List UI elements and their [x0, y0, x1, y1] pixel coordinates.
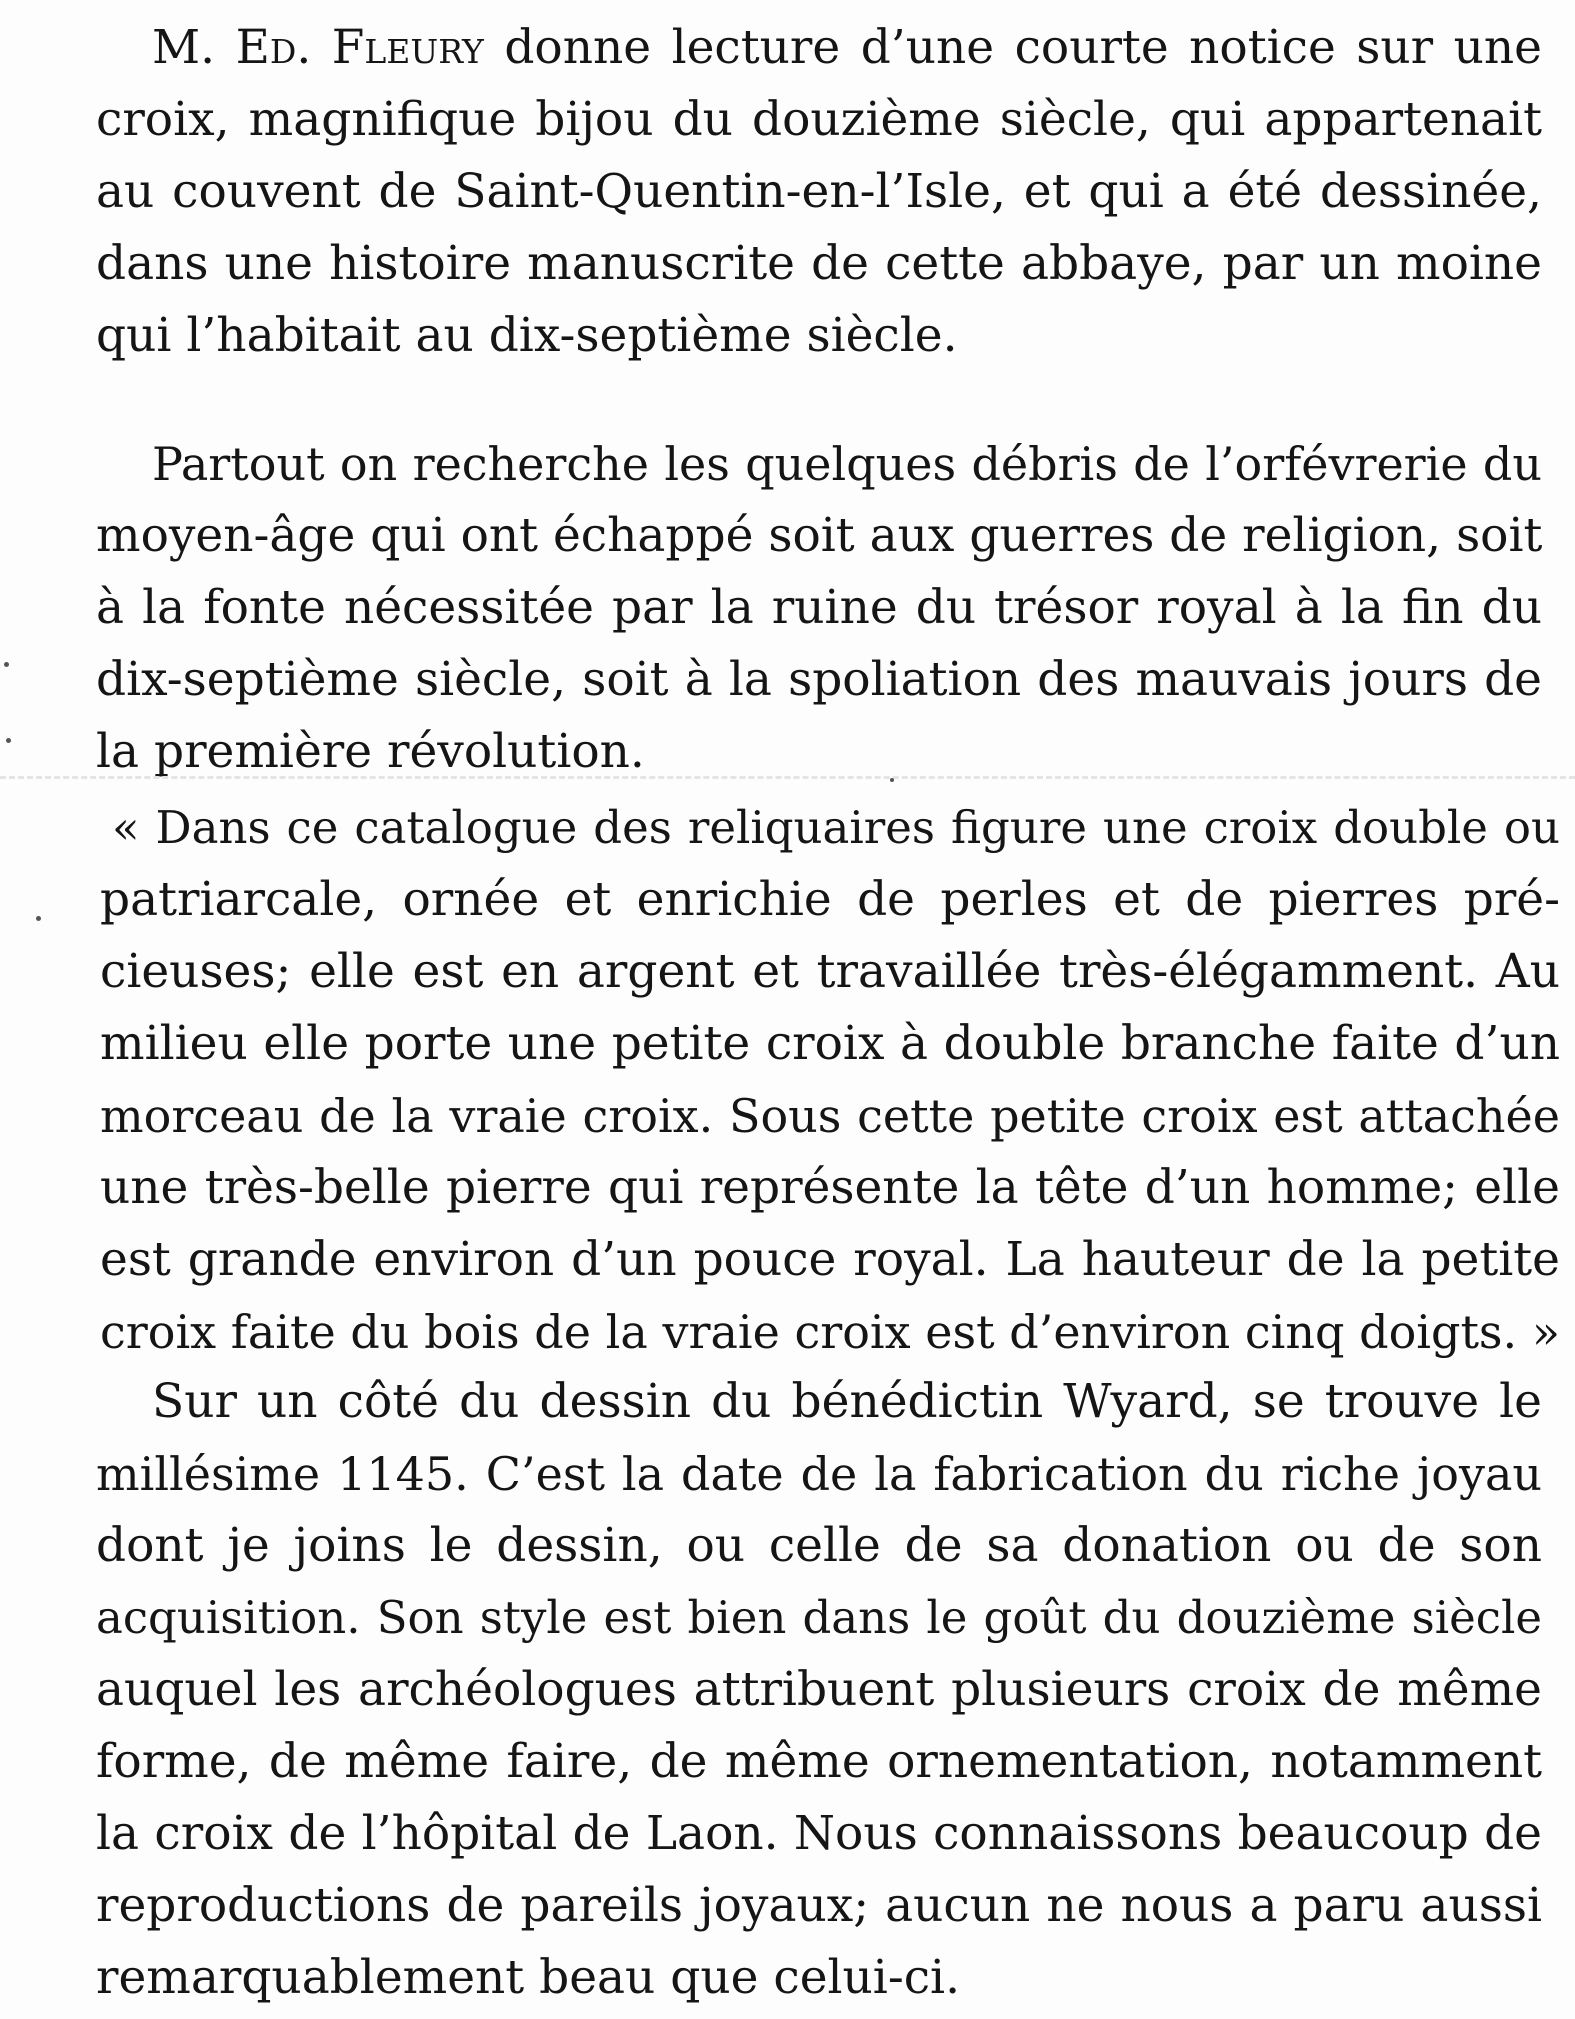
text-line: morceau de la vraie croix. Sous cette petite croix est attachée — [100, 1089, 1560, 1143]
paragraph-fleury-notice — [96, 12, 1542, 372]
paragraph-catalogue-quote — [100, 792, 1560, 1368]
text-line: dix-septième siècle, soit à la spoliation des mauvais jours de — [96, 652, 1542, 707]
text-line: moyen-âge qui ont échappé soit aux guerres de religion, soit — [96, 508, 1543, 563]
text-line: est grande environ d’un pouce royal. La hauteur de la petite — [100, 1232, 1560, 1287]
text-line: au couvent de Saint-Quentin-en-l’Isle, et qui a été dessinée, — [96, 164, 1542, 219]
paragraph-wyard-drawing — [96, 1366, 1542, 2014]
text-line: la première révolution. — [96, 724, 645, 779]
scan-speck — [36, 916, 41, 921]
scan-speck — [4, 662, 9, 667]
scan-speck — [890, 778, 894, 782]
text-line: une très-belle pierre qui représente la tête d’un homme; elle — [100, 1160, 1560, 1215]
text-line: cieuses; elle est en argent et travaillée très-élégamment. Au — [100, 944, 1560, 999]
text-line: croix, magnifique bijou du douzième siècle, qui appartenait — [96, 92, 1542, 147]
text-line: la croix de l’hôpital de Laon. Nous connaissons beaucoup de — [96, 1806, 1542, 1861]
author-name: M. Ed. Fleury — [152, 20, 484, 75]
text-line: dont je joins le dessin, ou celle de sa donation ou de son — [96, 1518, 1542, 1573]
text-line: reproductions de pareils joyaux; aucun ne nous a paru aussi — [96, 1878, 1542, 1933]
scan-divider — [0, 776, 1575, 779]
text-line: milieu elle porte une petite croix à double branche faite d’un — [100, 1016, 1560, 1071]
text-line: dans une histoire manuscrite de cette abbaye, par un moine — [96, 236, 1542, 291]
text-line: acquisition. Son style est bien dans le goût du douzième siècle — [96, 1591, 1542, 1644]
text-line: patriarcale, ornée et enrichie de perles et de pierres pré- — [100, 872, 1560, 927]
text-line: remarquablement beau que celui-ci. — [96, 1950, 961, 2005]
text-line: croix faite du bois de la vraie croix est d’environ cinq doigts. » — [100, 1305, 1560, 1359]
text-line: Partout on recherche les quelques débris de l’orfévrerie du — [152, 437, 1542, 491]
text-line: auquel les archéologues attribuent plusieurs croix de même — [96, 1662, 1542, 1717]
text-line: qui l’habitait au dix-septième siècle. — [96, 308, 958, 363]
text-line: à la fonte nécessitée par la ruine du trésor royal à la fin du — [96, 580, 1542, 635]
text-line: forme, de même faire, de même ornementation, notamment — [96, 1734, 1542, 1789]
text-line: Sur un côté du dessin du bénédictin Wyard, se trouve le — [152, 1374, 1542, 1429]
paragraph-orfevrerie — [96, 428, 1542, 788]
text-line: M. Ed. Fleury donne lecture d’une courte notice sur une — [152, 20, 1542, 75]
text-line: « Dans ce catalogue des reliquaires figure une croix double ou — [112, 801, 1560, 854]
scan-speck — [6, 738, 11, 743]
text-line: millésime 1145. C’est la date de la fabrication du riche joyau — [96, 1447, 1542, 1501]
